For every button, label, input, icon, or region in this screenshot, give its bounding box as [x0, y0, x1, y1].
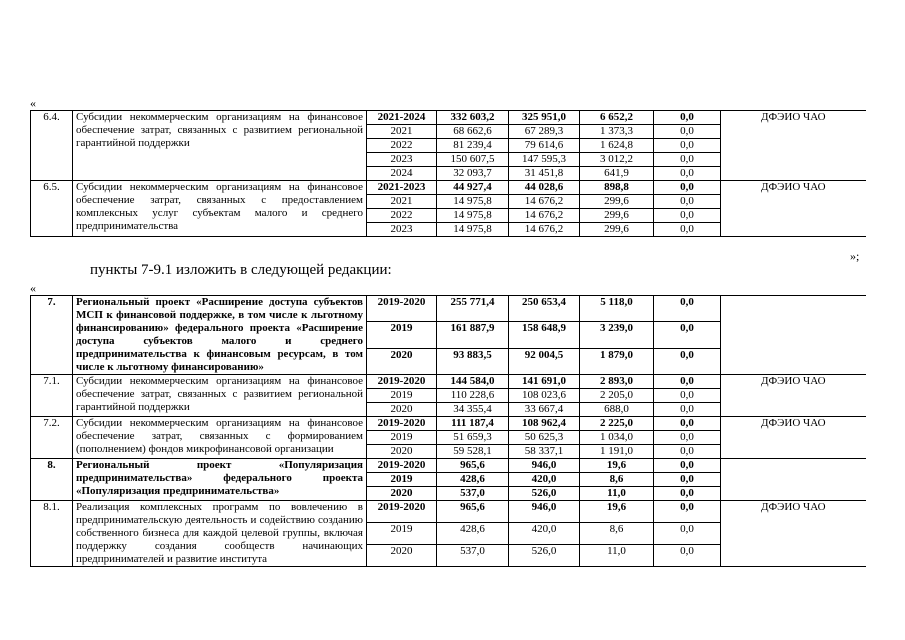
item-description: Субсидии некоммерческим организациям на финансовое обеспечение затрат, связанных с предоставлением комплексных услуг субъектам малого и среднего предпринимательства: [73, 181, 367, 237]
item-description: Региональный проект «Расширение доступа субъектов МСП к финансовой поддержке, в том числе к льготному финансированию» федерального проекта «Расширение доступа субъектов малого и среднего предпринимательства к финансовым ресурсам, в том числе к льготному финансированию»: [73, 296, 367, 375]
item-number: 8.: [31, 459, 73, 501]
item-number: 6.4.: [31, 111, 73, 181]
amount-cell: 14 975,8: [437, 223, 509, 237]
amount-cell: 0,0: [654, 545, 721, 567]
amount-cell: 255 771,4: [437, 296, 509, 322]
section-heading: пункты 7-9.1 изложить в следующей редакции:: [90, 262, 392, 278]
amount-cell: 1 373,3: [580, 125, 654, 139]
period-cell: 2019: [367, 523, 437, 545]
amount-cell: 0,0: [654, 125, 721, 139]
period-cell: 2019-2020: [367, 417, 437, 431]
amount-cell: 8,6: [580, 523, 654, 545]
amount-cell: 2 893,0: [580, 375, 654, 389]
amount-cell: 299,6: [580, 209, 654, 223]
amount-cell: 93 883,5: [437, 348, 509, 374]
responsible-org: ДФЭИО ЧАО: [721, 111, 866, 181]
amount-cell: 898,8: [580, 181, 654, 195]
amount-cell: 325 951,0: [509, 111, 580, 125]
amount-cell: 8,6: [580, 473, 654, 487]
amount-cell: 33 667,4: [509, 403, 580, 417]
responsible-org: ДФЭИО ЧАО: [721, 181, 866, 237]
table-row: [31, 111, 866, 125]
open-quote: «: [30, 96, 36, 110]
amount-cell: 2 205,0: [580, 389, 654, 403]
amount-cell: 0,0: [654, 501, 721, 523]
item-number: 8.1.: [31, 501, 73, 567]
period-cell: 2023: [367, 153, 437, 167]
amount-cell: 537,0: [437, 487, 509, 501]
amount-cell: 0,0: [654, 322, 721, 348]
amount-cell: 108 962,4: [509, 417, 580, 431]
amount-cell: 11,0: [580, 545, 654, 567]
responsible-org: ДФЭИО ЧАО: [721, 501, 866, 567]
period-cell: 2021-2023: [367, 181, 437, 195]
open-quote-2: «: [30, 281, 36, 295]
period-cell: 2020: [367, 445, 437, 459]
item-description: Субсидии некоммерческим организациям на финансовое обеспечение затрат, связанных с формированием (пополнением) фондов микрофинансовой организации: [73, 417, 367, 459]
period-cell: 2019: [367, 389, 437, 403]
amount-cell: 965,6: [437, 459, 509, 473]
amount-cell: 0,0: [654, 181, 721, 195]
period-cell: 2020: [367, 348, 437, 374]
amount-cell: 299,6: [580, 195, 654, 209]
amount-cell: 5 118,0: [580, 296, 654, 322]
amount-cell: 14 676,2: [509, 223, 580, 237]
amount-cell: 0,0: [654, 459, 721, 473]
period-cell: 2020: [367, 545, 437, 567]
amount-cell: 0,0: [654, 167, 721, 181]
amount-cell: 92 004,5: [509, 348, 580, 374]
amount-cell: 250 653,4: [509, 296, 580, 322]
amount-cell: 946,0: [509, 459, 580, 473]
amount-cell: 14 975,8: [437, 195, 509, 209]
amount-cell: 0,0: [654, 223, 721, 237]
period-cell: 2019-2020: [367, 375, 437, 389]
item-description: Реализация комплексных программ по вовлечению в предпринимательскую деятельность и содействию созданию собственного бизнеса для каждой целевой группы, включая поддержку создания сообществ начинающих предпринимателей и развитие института: [73, 501, 367, 567]
amount-cell: 526,0: [509, 487, 580, 501]
amount-cell: 19,6: [580, 501, 654, 523]
amount-cell: 111 187,4: [437, 417, 509, 431]
amount-cell: 0,0: [654, 523, 721, 545]
period-cell: 2021: [367, 195, 437, 209]
table-row: [31, 375, 866, 389]
period-cell: 2021: [367, 125, 437, 139]
amount-cell: 68 662,6: [437, 125, 509, 139]
table-items-7-9: [30, 295, 866, 567]
amount-cell: 0,0: [654, 153, 721, 167]
amount-cell: 965,6: [437, 501, 509, 523]
amount-cell: 641,9: [580, 167, 654, 181]
item-number: 7.: [31, 296, 73, 375]
responsible-org: [721, 296, 866, 375]
amount-cell: 0,0: [654, 431, 721, 445]
item-number: 6.5.: [31, 181, 73, 237]
period-cell: 2020: [367, 487, 437, 501]
amount-cell: 0,0: [654, 403, 721, 417]
amount-cell: 158 648,9: [509, 322, 580, 348]
amount-cell: 147 595,3: [509, 153, 580, 167]
amount-cell: 44 028,6: [509, 181, 580, 195]
table-row: [31, 296, 866, 322]
item-number: 7.1.: [31, 375, 73, 417]
amount-cell: 34 355,4: [437, 403, 509, 417]
table-row: [31, 417, 866, 431]
amount-cell: 0,0: [654, 139, 721, 153]
amount-cell: 44 927,4: [437, 181, 509, 195]
amount-cell: 161 887,9: [437, 322, 509, 348]
amount-cell: 6 652,2: [580, 111, 654, 125]
responsible-org: [721, 459, 866, 501]
period-cell: 2019-2020: [367, 459, 437, 473]
amount-cell: 3 012,2: [580, 153, 654, 167]
amount-cell: 11,0: [580, 487, 654, 501]
amount-cell: 59 528,1: [437, 445, 509, 459]
amount-cell: 150 607,5: [437, 153, 509, 167]
amount-cell: 67 289,3: [509, 125, 580, 139]
period-cell: 2019-2020: [367, 501, 437, 523]
period-cell: 2022: [367, 139, 437, 153]
amount-cell: 1 624,8: [580, 139, 654, 153]
amount-cell: 428,6: [437, 523, 509, 545]
period-cell: 2024: [367, 167, 437, 181]
amount-cell: 332 603,2: [437, 111, 509, 125]
amount-cell: 14 676,2: [509, 209, 580, 223]
amount-cell: 420,0: [509, 473, 580, 487]
amount-cell: 2 225,0: [580, 417, 654, 431]
amount-cell: 526,0: [509, 545, 580, 567]
responsible-org: ДФЭИО ЧАО: [721, 417, 866, 459]
amount-cell: 299,6: [580, 223, 654, 237]
amount-cell: 108 023,6: [509, 389, 580, 403]
amount-cell: 1 879,0: [580, 348, 654, 374]
period-cell: 2019: [367, 322, 437, 348]
amount-cell: 0,0: [654, 389, 721, 403]
item-description: Субсидии некоммерческим организациям на финансовое обеспечение затрат, связанных с развитием региональной гарантийной поддержки: [73, 375, 367, 417]
period-cell: 2019: [367, 473, 437, 487]
amount-cell: 14 676,2: [509, 195, 580, 209]
table-row: [31, 181, 866, 195]
close-quote: »;: [850, 249, 860, 263]
amount-cell: 1 191,0: [580, 445, 654, 459]
amount-cell: 0,0: [654, 296, 721, 322]
table-row: [31, 501, 866, 523]
amount-cell: 32 093,7: [437, 167, 509, 181]
amount-cell: 0,0: [654, 487, 721, 501]
amount-cell: 14 975,8: [437, 209, 509, 223]
amount-cell: 19,6: [580, 459, 654, 473]
amount-cell: 79 614,6: [509, 139, 580, 153]
amount-cell: 0,0: [654, 375, 721, 389]
amount-cell: 0,0: [654, 473, 721, 487]
amount-cell: 688,0: [580, 403, 654, 417]
amount-cell: 110 228,6: [437, 389, 509, 403]
amount-cell: 0,0: [654, 111, 721, 125]
responsible-org: ДФЭИО ЧАО: [721, 375, 866, 417]
amount-cell: 0,0: [654, 209, 721, 223]
period-cell: 2023: [367, 223, 437, 237]
amount-cell: 0,0: [654, 445, 721, 459]
amount-cell: 0,0: [654, 348, 721, 374]
amount-cell: 58 337,1: [509, 445, 580, 459]
amount-cell: 31 451,8: [509, 167, 580, 181]
amount-cell: 50 625,3: [509, 431, 580, 445]
item-description: Региональный проект «Популяризация предпринимательства» федерального проекта «Популяризация предпринимательства»: [73, 459, 367, 501]
item-number: 7.2.: [31, 417, 73, 459]
amount-cell: 3 239,0: [580, 322, 654, 348]
period-cell: 2019: [367, 431, 437, 445]
amount-cell: 144 584,0: [437, 375, 509, 389]
amount-cell: 81 239,4: [437, 139, 509, 153]
item-description: Субсидии некоммерческим организациям на финансовое обеспечение затрат, связанных с развитием региональной гарантийной поддержки: [73, 111, 367, 181]
amount-cell: 1 034,0: [580, 431, 654, 445]
amount-cell: 420,0: [509, 523, 580, 545]
amount-cell: 141 691,0: [509, 375, 580, 389]
amount-cell: 0,0: [654, 417, 721, 431]
amount-cell: 51 659,3: [437, 431, 509, 445]
amount-cell: 537,0: [437, 545, 509, 567]
amount-cell: 428,6: [437, 473, 509, 487]
period-cell: 2019-2020: [367, 296, 437, 322]
table-amendment-6: [30, 110, 866, 237]
period-cell: 2020: [367, 403, 437, 417]
period-cell: 2022: [367, 209, 437, 223]
period-cell: 2021-2024: [367, 111, 437, 125]
amount-cell: 0,0: [654, 195, 721, 209]
amount-cell: 946,0: [509, 501, 580, 523]
table-row: [31, 459, 866, 473]
